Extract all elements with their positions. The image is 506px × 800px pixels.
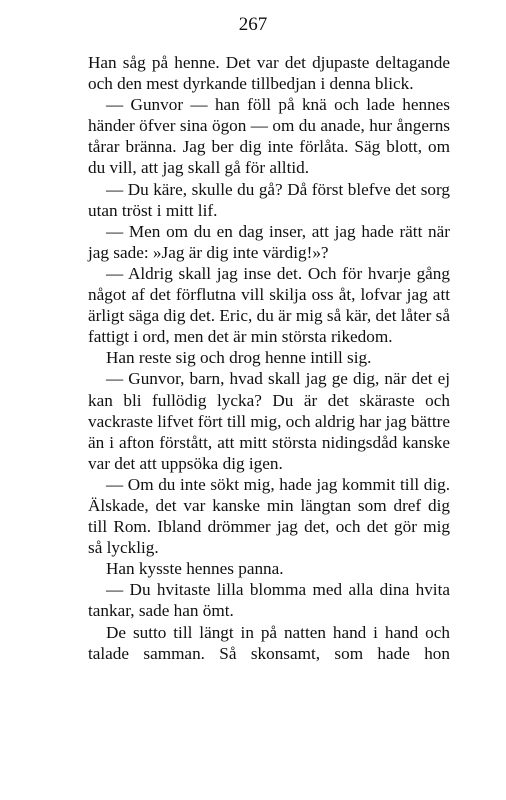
paragraph: — Om du inte sökt mig, hade jag kommit till dig. Älskade, det var kanske min längtan som dref dig till Rom. Ibland drömmer jag det, och det gör mig så lycklig.: [88, 474, 450, 558]
paragraph: — Aldrig skall jag inse det. Och för hvarje gång något af det förflutna vill skilja oss åt, lofvar jag att ärligt säga dig det. Eric, du är mig så kär, det låter så fattigt i ord, men det är min största rikedom.: [88, 263, 450, 347]
paragraph: Han såg på henne. Det var det djupaste deltagande och den mest dyrkande tillbedjan i denna blick.: [88, 53, 450, 94]
body-text: [88, 52, 450, 664]
paragraph: Han reste sig och drog henne intill sig.: [106, 348, 372, 368]
paragraph: — Du käre, skulle du gå? Då först blefve det sorg utan tröst i mitt lif.: [88, 179, 450, 220]
page-number: 267: [238, 14, 268, 35]
paragraph: — Gunvor — han föll på knä och lade hennes händer öfver sina ögon — om du anade, hur ångerns tårar bränna. Jag ber dig inte förlåta. Säg blott, om du vill, att jag skall gå för alltid.: [88, 95, 450, 178]
paragraph: Han kysste hennes panna.: [106, 559, 284, 579]
paragraph: — Du hvitaste lilla blomma med alla dina hvita tankar, sade han ömt.: [88, 580, 450, 621]
paragraph: — Gunvor, barn, hvad skall jag ge dig, när det ej kan bli fullödig lycka? Du är det skäraste och vackraste lifvet fört till mig, och aldrig har jag bättre än i afton förstått, att mitt största nidingsdåd kanske var det att uppsöka dig igen.: [88, 369, 450, 473]
paragraph: — Men om du en dag inser, att jag hade rätt när jag sade: »Jag är dig inte värdig!»?: [88, 221, 450, 262]
paragraph: De sutto till längt in på natten hand i hand och talade samman. Så skonsamt, som hade hon: [88, 622, 450, 663]
